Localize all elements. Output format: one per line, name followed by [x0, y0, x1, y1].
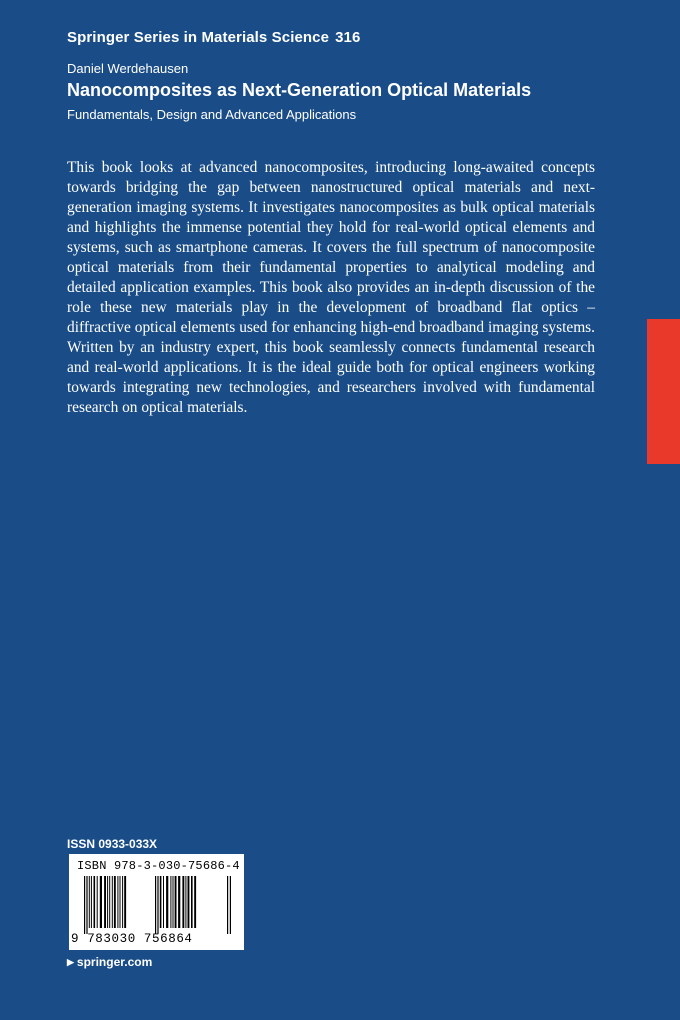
accent-tab: [647, 319, 680, 464]
barcode-bar: [89, 876, 90, 928]
barcode-bar: [155, 876, 156, 934]
barcode-bar: [178, 876, 180, 928]
barcode-bar: [188, 876, 190, 928]
barcode-bar: [100, 876, 102, 928]
barcode-bar: [191, 876, 193, 928]
author-name: Daniel Werdehausen: [67, 61, 189, 76]
barcode-bar: [124, 876, 126, 928]
book-description: This book looks at advanced nanocomposites, introducing long-awaited concepts towards bridging the gap between nanostructured optical materials and next-generation imaging systems. It investigates nanocomposites as bulk optical materials and highlights the immense potential they hold for real-world optical elements and systems, such as smartphone cameras. It covers the full spectrum of nanocomposite optical materials from their fundamental properties to analytical modeling and detailed application examples. This book also provides an in-depth discussion of the role these new materials play in the development of broadband flat optics – diffractive optical elements used for enhancing high-end broadband imaging systems. Written by an industry expert, this book seamlessly connects fundamental research and real-world applications. It is the ideal guide both for optical engineers working towards integrating new technologies, and researchers involved with fundamental research on optical materials.: [67, 159, 595, 416]
issn-label: ISSN 0933-033X: [67, 837, 158, 851]
website-label: springer.com: [76, 955, 153, 969]
barcode-bars: [84, 876, 232, 934]
barcode-bar: [84, 876, 85, 934]
publisher-website[interactable]: [67, 955, 152, 969]
barcode-bar: [170, 876, 171, 928]
barcode-bar: [104, 876, 106, 928]
barcode-bar: [175, 876, 177, 928]
barcode-bar: [166, 876, 168, 928]
barcode-bar: [160, 876, 162, 928]
barcode-bar: [114, 876, 116, 928]
series-title: [67, 29, 360, 46]
barcode-bar: [185, 876, 186, 928]
barcode-bar: [182, 876, 184, 928]
barcode-bar: [86, 876, 87, 934]
barcode-bar: [173, 876, 174, 928]
barcode-bar: [157, 876, 158, 934]
series-name: Springer Series in Materials Science: [67, 29, 330, 46]
barcode-bar: [107, 876, 108, 928]
barcode-bar: [163, 876, 164, 928]
barcode-bar: [112, 876, 113, 928]
barcode-bar: [97, 876, 98, 928]
book-title: Nanocomposites as Next-Generation Optical Materials: [67, 80, 532, 100]
triangle-arrow-icon: ▶: [67, 956, 74, 967]
series-number: 316: [335, 29, 361, 46]
barcode-bar: [94, 876, 96, 928]
barcode-bar: [109, 876, 110, 928]
barcode-digits: 9 783030 756864: [71, 932, 193, 946]
barcode-bar: [91, 876, 92, 928]
isbn-barcode: [69, 854, 244, 950]
barcode-bar: [120, 876, 121, 928]
barcode-bar: [117, 876, 118, 928]
barcode-bar: [122, 876, 123, 928]
barcode-bar: [227, 876, 228, 934]
barcode-bar: [230, 876, 231, 934]
book-subtitle: Fundamentals, Design and Advanced Applications: [67, 107, 357, 122]
barcode-bar: [194, 876, 196, 928]
barcode-isbn-text: ISBN 978-3-030-75686-4: [77, 859, 240, 873]
